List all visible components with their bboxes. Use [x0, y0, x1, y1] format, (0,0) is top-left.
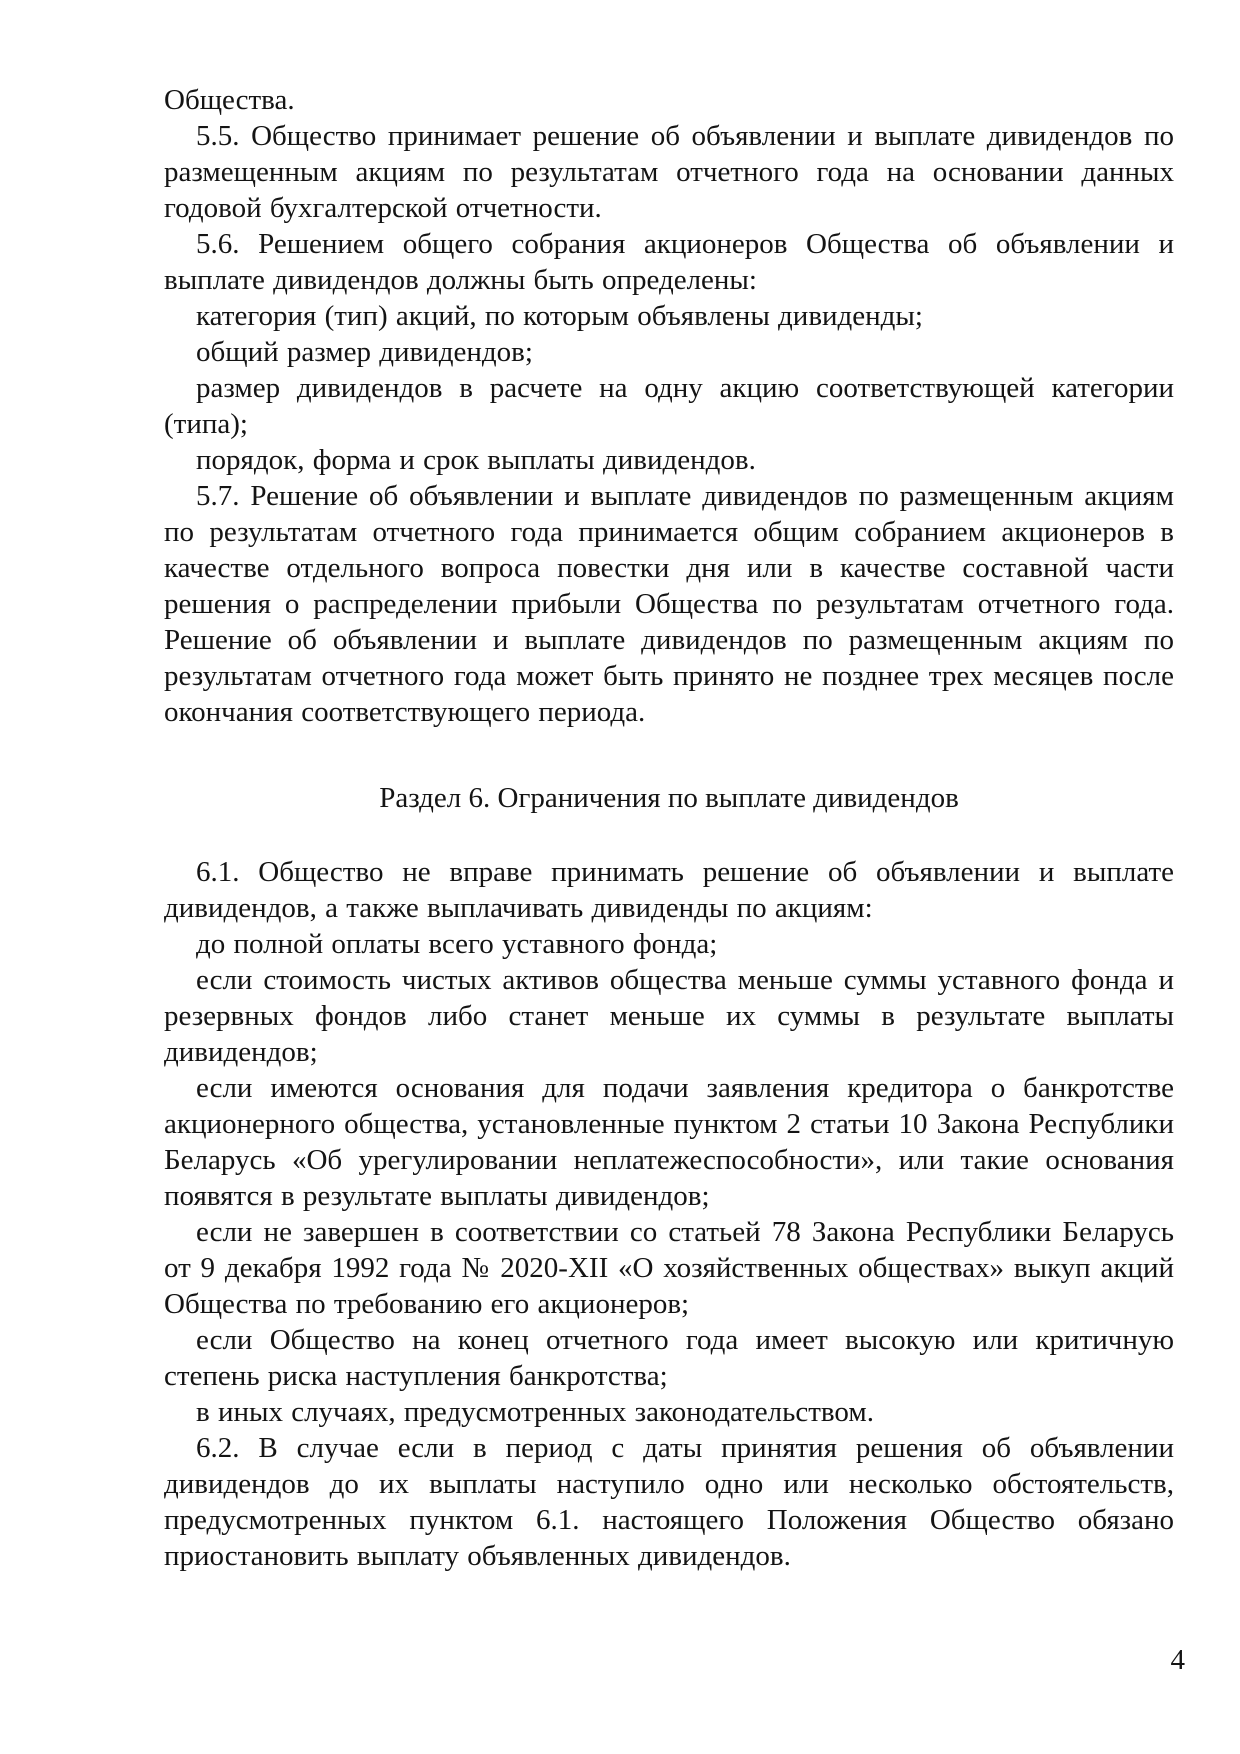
clause-6-1-item-share-buyback: если не завершен в соответствии со статьей 78 Закона Республики Беларусь от 9 декабря 1992 года № 2020-XII «О хозяйственных обществах» выкуп акций Общества по требованию его акционеров;	[164, 1216, 1174, 1320]
clause-6-1-item-bankruptcy-grounds: если имеются основания для подачи заявления кредитора о банкротстве акционерного общества, установленные пунктом 2 статьи 10 Закона Республики Беларусь «Об урегулировании неплатежеспособности», или такие основания появятся в результате выплаты дивидендов;	[164, 1072, 1174, 1212]
clause-6-1-item-other-cases: в иных случаях, предусмотренных законодательством.	[196, 1396, 874, 1428]
clause-5-5: 5.5. Общество принимает решение об объявлении и выплате дивидендов по размещенным акциям по результатам отчетного года на основании данных годовой бухгалтерской отчетности.	[164, 120, 1174, 224]
clause-5-6-item-per-share: размер дивидендов в расчете на одну акцию соответствующей категории (типа);	[164, 372, 1174, 440]
clause-continuation-line: Общества.	[164, 84, 295, 116]
clause-5-6-item-order-form-term: порядок, форма и срок выплаты дивидендов.	[196, 444, 756, 476]
clause-6-1: 6.1. Общество не вправе принимать решение об объявлении и выплате дивидендов, а также выплачивать дивиденды по акциям:	[164, 856, 1174, 924]
clause-5-6-item-category: категория (тип) акций, по которым объявлены дивиденды;	[196, 300, 923, 332]
page-number: 4	[1170, 1644, 1185, 1676]
clause-5-6: 5.6. Решением общего собрания акционеров Общества об объявлении и выплате дивидендов должны быть определены:	[164, 228, 1174, 296]
clause-5-6-item-total-size: общий размер дивидендов;	[196, 336, 533, 368]
section-6-heading: Раздел 6. Ограничения по выплате дивидендов	[379, 782, 959, 814]
document-body	[164, 82, 1174, 1574]
clause-6-1-item-unpaid-fund: до полной оплаты всего уставного фонда;	[196, 928, 718, 960]
clause-6-1-item-net-assets: если стоимость чистых активов общества меньше суммы уставного фонда и резервных фондов либо станет меньше их суммы в результате выплаты дивидендов;	[164, 964, 1174, 1068]
clause-5-7: 5.7. Решение об объявлении и выплате дивидендов по размещенным акциям по результатам отчетного года принимается общим собранием акционеров в качестве отдельного вопроса повестки дня или в качестве составной части решения о распределении прибыли Общества по результатам отчетного года. Решение об объявлении и выплате дивидендов по размещенным акциям по результатам отчетного года может быть принято не позднее трех месяцев после окончания соответствующего периода.	[164, 480, 1174, 728]
clause-6-2: 6.2. В случае если в период с даты принятия решения об объявлении дивидендов до их выплаты наступило одно или несколько обстоятельств, предусмотренных пунктом 6.1. настоящего Положения Общество обязано приостановить выплату объявленных дивидендов.	[164, 1432, 1174, 1572]
clause-6-1-item-bankruptcy-risk: если Общество на конец отчетного года имеет высокую или критичную степень риска наступления банкротства;	[164, 1324, 1174, 1392]
